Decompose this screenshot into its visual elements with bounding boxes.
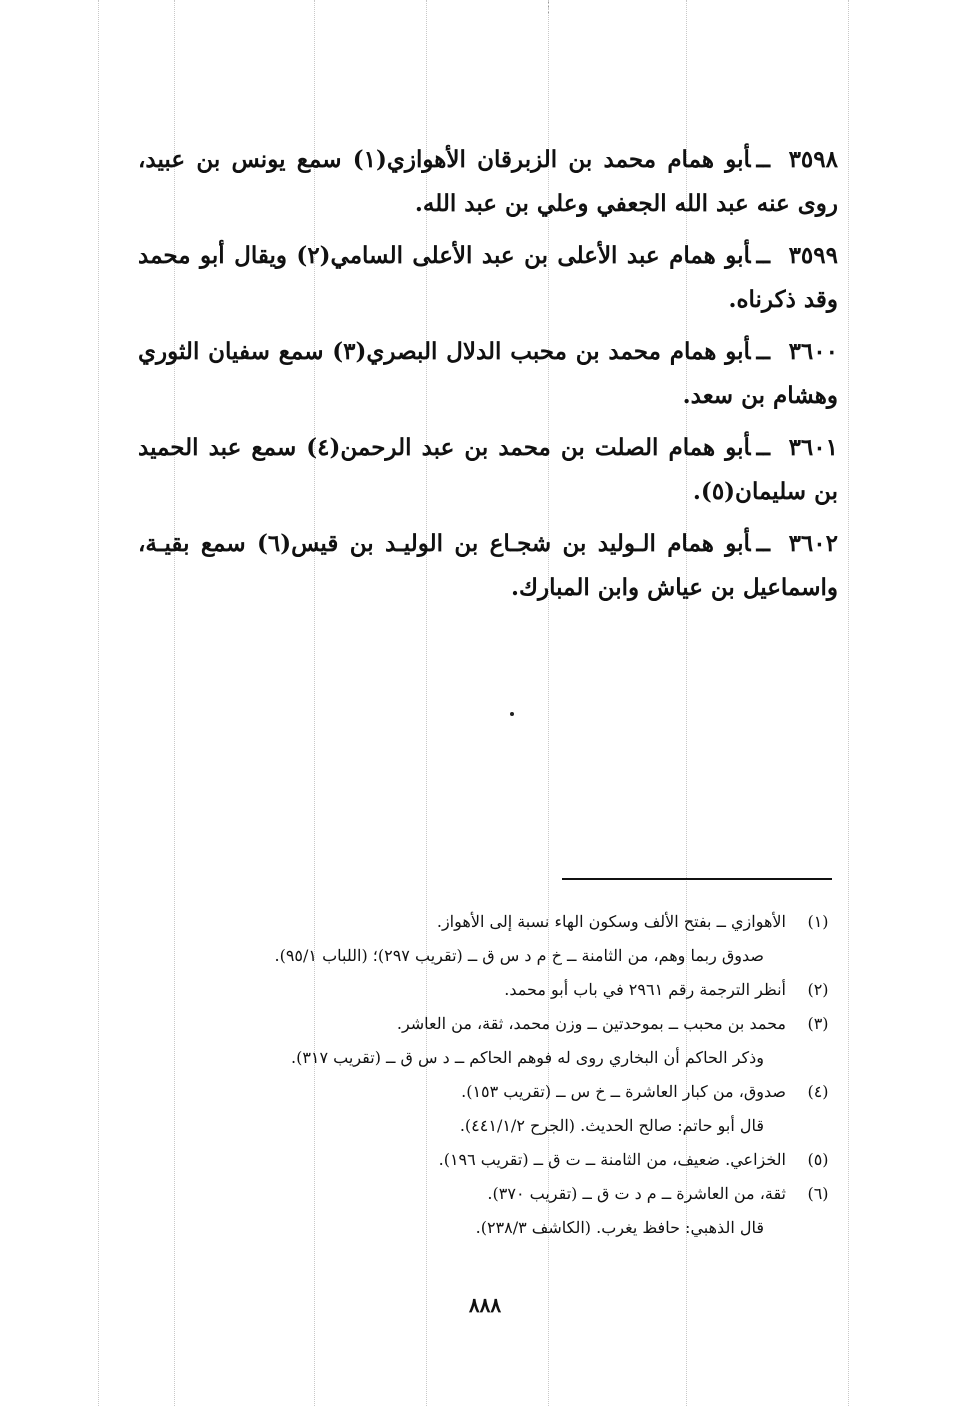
scan-guide-line	[848, 0, 849, 1406]
biography-entries	[138, 138, 838, 618]
entry-number: ٣٦٠٠	[788, 338, 838, 365]
entry-text: أبو همام محمد بن الزبرقان الأهوازي(١) سمع يونس بن عبيد، روى عنه عبد الله الجعفي وعلي بن عبد الله.	[138, 146, 838, 217]
entry-3601	[138, 426, 838, 514]
entry-text: أبو همام عبد الأعلى بن عبد الأعلى السامي(٢) ويقال أبو محمد وقد ذكرناه.	[138, 242, 838, 313]
entry-number: ٣٥٩٨	[788, 146, 838, 173]
footnote-separator	[562, 878, 832, 880]
footnote-line: ثقة، من العاشرة ــ م د ت ق ــ (تقريب ٣٧٠).	[487, 1184, 786, 1203]
footnote-2	[150, 973, 838, 1007]
entry-dash: ــ	[756, 146, 770, 173]
footnotes	[150, 905, 838, 1245]
entry-dash: ــ	[756, 530, 770, 557]
footnote-3	[150, 1007, 838, 1075]
entry-3598	[138, 138, 838, 226]
page-number: ٨٨٨	[468, 1293, 502, 1317]
footnote-line: أنظر الترجمة رقم ٢٩٦١ في باب أبو محمد.	[504, 980, 786, 999]
footnote-line: الخزاعي. ضعيف، من الثامنة ــ ت ق ــ (تقريب ١٩٦).	[438, 1150, 786, 1169]
entry-number: ٣٦٠١	[788, 434, 838, 461]
footnote-number: (٥)	[807, 1150, 829, 1169]
footnote-number: (٢)	[807, 980, 829, 999]
entry-3599	[138, 234, 838, 322]
footnote-line: قال الذهبي: حافظ يغرب. (الكاشف ٢٣٨/٣).	[475, 1218, 764, 1237]
entry-dash: ــ	[756, 434, 770, 461]
footnote-5	[150, 1143, 838, 1177]
entry-text: أبو همام الصلت بن محمد بن عبد الرحمن(٤) سمع عبد الحميد بن سليمان(٥).	[138, 434, 838, 505]
footnote-1	[150, 905, 838, 973]
footnote-line: صدوق، من كبار العاشرة ــ خ س ــ (تقريب ١٥٣).	[461, 1082, 786, 1101]
footnote-number: (٤)	[807, 1082, 829, 1101]
entry-3602	[138, 522, 838, 610]
footnote-number: (٣)	[807, 1014, 829, 1033]
entry-number: ٣٦٠٢	[788, 530, 838, 557]
entry-dash: ــ	[756, 242, 770, 269]
footnote-line: الأهوازي ــ بفتح الألف وسكون الهاء نسبة إلى الأهواز.	[436, 912, 786, 931]
footnote-line: قال أبو حاتم: صالح الحديث. (الجرح ٤٤١/١/٢).	[459, 1116, 764, 1135]
scan-guide-line	[98, 0, 99, 1406]
footnote-line: محمد بن محبب ــ بموحدتين ــ وزن محمد، ثقة، من العاشر.	[396, 1014, 786, 1033]
footnote-line: وذكر الحاكم أن البخاري روى له فوهم الحاكم ــ د س ق ــ (تقريب ٣١٧).	[290, 1048, 764, 1067]
footnote-number: (٦)	[807, 1184, 829, 1203]
entry-dash: ــ	[756, 338, 770, 365]
footnote-line: صدوق ربما وهم، من الثامنة ــ خ م د س ق ــ (تقريب ٢٩٧)؛ (اللباب ٩٥/١).	[274, 946, 764, 965]
entry-text: أبو همام محمد بن محبب الدلال البصري(٣) سمع سفيان الثوري وهشام بن سعد.	[138, 338, 838, 409]
footnote-4	[150, 1075, 838, 1143]
footnote-6	[150, 1177, 838, 1245]
footnote-number: (١)	[807, 912, 829, 931]
entry-text: أبو همام الـوليد بن شجـاع بن الوليـد بن قيس(٦) سمع بقيـة، واسماعيل بن عياش وابن المبارك.	[138, 530, 838, 601]
entry-3600	[138, 330, 838, 418]
stray-ink-dot	[510, 712, 514, 716]
entry-number: ٣٥٩٩	[788, 242, 838, 269]
